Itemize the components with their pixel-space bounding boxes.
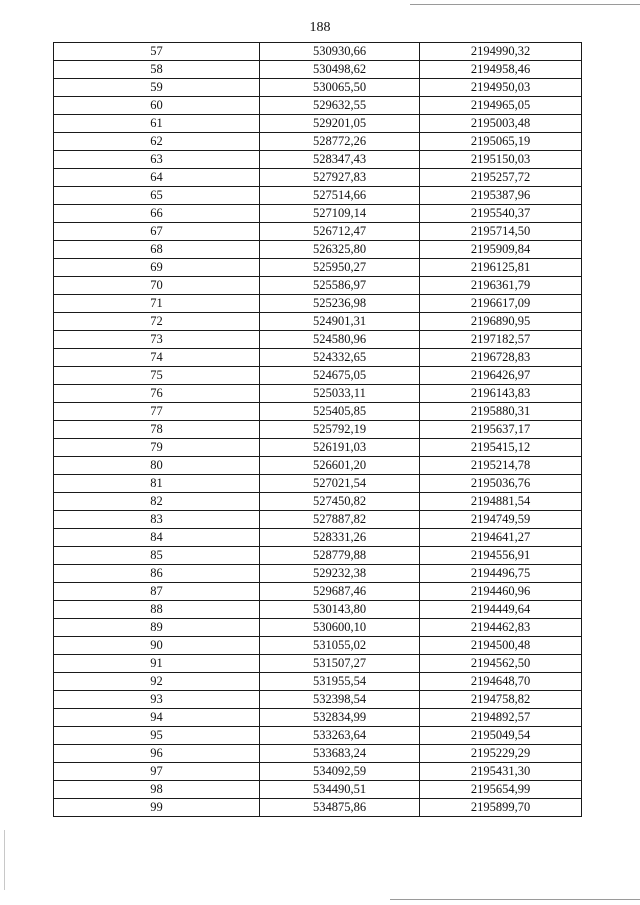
point-number-cell: 65 [54,187,260,205]
table-row [54,223,582,241]
y-coordinate-cell: 2195880,31 [420,403,582,421]
point-number-cell: 83 [54,511,260,529]
table-row [54,349,582,367]
point-number-cell: 89 [54,619,260,637]
table-row [54,295,582,313]
scan-edge-line [410,4,640,5]
table-row [54,691,582,709]
y-coordinate-cell: 2194749,59 [420,511,582,529]
x-coordinate-cell: 528779,88 [260,547,420,565]
table-row [54,169,582,187]
y-coordinate-cell: 2196728,83 [420,349,582,367]
point-number-cell: 82 [54,493,260,511]
point-number-cell: 67 [54,223,260,241]
table-row [54,277,582,295]
y-coordinate-cell: 2195431,30 [420,763,582,781]
y-coordinate-cell: 2194496,75 [420,565,582,583]
table-row [54,565,582,583]
y-coordinate-cell: 2195714,50 [420,223,582,241]
point-number-cell: 60 [54,97,260,115]
x-coordinate-cell: 527514,66 [260,187,420,205]
x-coordinate-cell: 527887,82 [260,511,420,529]
table-row [54,457,582,475]
table-row [54,385,582,403]
table-row [54,529,582,547]
point-number-cell: 59 [54,79,260,97]
x-coordinate-cell: 524580,96 [260,331,420,349]
y-coordinate-cell: 2195214,78 [420,457,582,475]
scan-edge-line [390,899,640,900]
y-coordinate-cell: 2194990,32 [420,43,582,61]
x-coordinate-cell: 530143,80 [260,601,420,619]
point-number-cell: 75 [54,367,260,385]
table-row [54,115,582,133]
x-coordinate-cell: 528331,26 [260,529,420,547]
x-coordinate-cell: 530930,66 [260,43,420,61]
y-coordinate-cell: 2194462,83 [420,619,582,637]
point-number-cell: 72 [54,313,260,331]
x-coordinate-cell: 534490,51 [260,781,420,799]
y-coordinate-cell: 2196617,09 [420,295,582,313]
point-number-cell: 57 [54,43,260,61]
y-coordinate-cell: 2196361,79 [420,277,582,295]
point-number-cell: 70 [54,277,260,295]
x-coordinate-cell: 528347,43 [260,151,420,169]
y-coordinate-cell: 2195065,19 [420,133,582,151]
x-coordinate-cell: 526601,20 [260,457,420,475]
table-row [54,151,582,169]
point-number-cell: 86 [54,565,260,583]
point-number-cell: 62 [54,133,260,151]
y-coordinate-cell: 2195229,29 [420,745,582,763]
table-row [54,331,582,349]
point-number-cell: 63 [54,151,260,169]
y-coordinate-cell: 2195637,17 [420,421,582,439]
y-coordinate-cell: 2195415,12 [420,439,582,457]
point-number-cell: 90 [54,637,260,655]
y-coordinate-cell: 2197182,57 [420,331,582,349]
x-coordinate-cell: 525586,97 [260,277,420,295]
x-coordinate-cell: 525950,27 [260,259,420,277]
point-number-cell: 66 [54,205,260,223]
y-coordinate-cell: 2195036,76 [420,475,582,493]
x-coordinate-cell: 532834,99 [260,709,420,727]
x-coordinate-cell: 525236,98 [260,295,420,313]
point-number-cell: 73 [54,331,260,349]
y-coordinate-cell: 2195003,48 [420,115,582,133]
table-row [54,205,582,223]
table-row [54,43,582,61]
table-row [54,439,582,457]
table-row [54,583,582,601]
point-number-cell: 88 [54,601,260,619]
x-coordinate-cell: 525792,19 [260,421,420,439]
y-coordinate-cell: 2195049,54 [420,727,582,745]
point-number-cell: 93 [54,691,260,709]
y-coordinate-cell: 2195150,03 [420,151,582,169]
x-coordinate-cell: 529201,05 [260,115,420,133]
x-coordinate-cell: 530498,62 [260,61,420,79]
x-coordinate-cell: 525033,11 [260,385,420,403]
y-coordinate-cell: 2194648,70 [420,673,582,691]
point-number-cell: 71 [54,295,260,313]
y-coordinate-cell: 2194449,64 [420,601,582,619]
table-row [54,601,582,619]
x-coordinate-cell: 531055,02 [260,637,420,655]
y-coordinate-cell: 2194965,05 [420,97,582,115]
coordinates-table [53,42,582,817]
coordinates-table-body [54,43,582,817]
point-number-cell: 64 [54,169,260,187]
y-coordinate-cell: 2194641,27 [420,529,582,547]
x-coordinate-cell: 527927,83 [260,169,420,187]
table-row [54,367,582,385]
x-coordinate-cell: 525405,85 [260,403,420,421]
point-number-cell: 68 [54,241,260,259]
x-coordinate-cell: 532398,54 [260,691,420,709]
y-coordinate-cell: 2194958,46 [420,61,582,79]
point-number-cell: 77 [54,403,260,421]
table-row [54,97,582,115]
point-number-cell: 78 [54,421,260,439]
y-coordinate-cell: 2196143,83 [420,385,582,403]
table-row [54,673,582,691]
x-coordinate-cell: 534092,59 [260,763,420,781]
table-row [54,475,582,493]
y-coordinate-cell: 2195899,70 [420,799,582,817]
table-row [54,727,582,745]
point-number-cell: 99 [54,799,260,817]
point-number-cell: 91 [54,655,260,673]
table-row [54,61,582,79]
table-row [54,709,582,727]
y-coordinate-cell: 2194758,82 [420,691,582,709]
x-coordinate-cell: 526191,03 [260,439,420,457]
x-coordinate-cell: 524901,31 [260,313,420,331]
point-number-cell: 95 [54,727,260,745]
point-number-cell: 84 [54,529,260,547]
x-coordinate-cell: 527109,14 [260,205,420,223]
table-row [54,655,582,673]
point-number-cell: 61 [54,115,260,133]
scan-edge-line [4,830,5,890]
point-number-cell: 74 [54,349,260,367]
point-number-cell: 94 [54,709,260,727]
x-coordinate-cell: 533683,24 [260,745,420,763]
y-coordinate-cell: 2196426,97 [420,367,582,385]
point-number-cell: 76 [54,385,260,403]
x-coordinate-cell: 533263,64 [260,727,420,745]
y-coordinate-cell: 2195654,99 [420,781,582,799]
point-number-cell: 58 [54,61,260,79]
table-row [54,241,582,259]
table-row [54,313,582,331]
table-row [54,421,582,439]
point-number-cell: 97 [54,763,260,781]
y-coordinate-cell: 2194950,03 [420,79,582,97]
x-coordinate-cell: 524675,05 [260,367,420,385]
table-row [54,799,582,817]
point-number-cell: 98 [54,781,260,799]
y-coordinate-cell: 2195257,72 [420,169,582,187]
x-coordinate-cell: 527450,82 [260,493,420,511]
x-coordinate-cell: 529632,55 [260,97,420,115]
y-coordinate-cell: 2195540,37 [420,205,582,223]
y-coordinate-cell: 2196890,95 [420,313,582,331]
x-coordinate-cell: 524332,65 [260,349,420,367]
table-row [54,763,582,781]
table-row [54,259,582,277]
x-coordinate-cell: 526325,80 [260,241,420,259]
point-number-cell: 87 [54,583,260,601]
table-row [54,403,582,421]
y-coordinate-cell: 2194460,96 [420,583,582,601]
y-coordinate-cell: 2195387,96 [420,187,582,205]
y-coordinate-cell: 2194892,57 [420,709,582,727]
point-number-cell: 96 [54,745,260,763]
y-coordinate-cell: 2195909,84 [420,241,582,259]
x-coordinate-cell: 528772,26 [260,133,420,151]
point-number-cell: 69 [54,259,260,277]
table-row [54,637,582,655]
table-row [54,187,582,205]
y-coordinate-cell: 2194881,54 [420,493,582,511]
table-row [54,547,582,565]
table-row [54,745,582,763]
point-number-cell: 92 [54,673,260,691]
table-row [54,493,582,511]
point-number-cell: 81 [54,475,260,493]
x-coordinate-cell: 526712,47 [260,223,420,241]
y-coordinate-cell: 2196125,81 [420,259,582,277]
table-row [54,133,582,151]
table-row [54,781,582,799]
page-number: 188 [309,20,331,35]
x-coordinate-cell: 529687,46 [260,583,420,601]
x-coordinate-cell: 531955,54 [260,673,420,691]
point-number-cell: 79 [54,439,260,457]
y-coordinate-cell: 2194562,50 [420,655,582,673]
point-number-cell: 80 [54,457,260,475]
x-coordinate-cell: 529232,38 [260,565,420,583]
x-coordinate-cell: 531507,27 [260,655,420,673]
table-row [54,79,582,97]
x-coordinate-cell: 534875,86 [260,799,420,817]
y-coordinate-cell: 2194556,91 [420,547,582,565]
table-row [54,511,582,529]
table-row [54,619,582,637]
x-coordinate-cell: 530600,10 [260,619,420,637]
x-coordinate-cell: 527021,54 [260,475,420,493]
point-number-cell: 85 [54,547,260,565]
x-coordinate-cell: 530065,50 [260,79,420,97]
y-coordinate-cell: 2194500,48 [420,637,582,655]
